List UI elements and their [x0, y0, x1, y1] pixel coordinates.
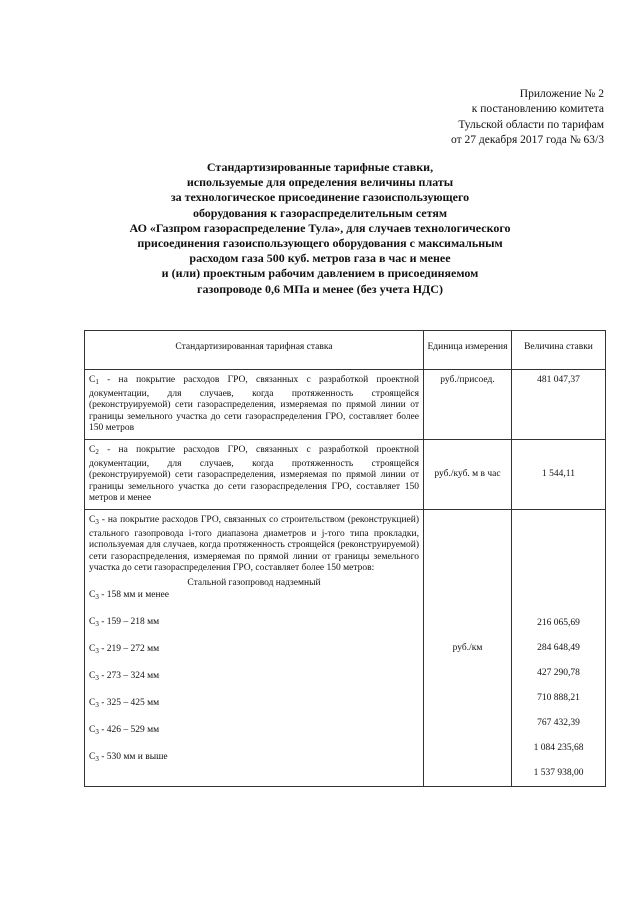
title-line: используемые для определения величины платы [186, 175, 454, 190]
rate-c2-unit: руб./куб. м в час [424, 439, 512, 509]
diameter-range [89, 751, 419, 765]
range-value: 216 065,69 [537, 617, 580, 628]
title-line: оборудования к газораспределительным сетям [192, 205, 448, 220]
range-label: - 159 – 218 мм [98, 616, 160, 627]
rate-c1-description [85, 370, 424, 440]
rate-index: 3 [95, 517, 99, 526]
rate-text: - на покрытие расходов ГРО, связанных со строительством (реконструкцией) стального газопровода i-того диапазона диаметров и j-того типа прокладки, используемая для случаев, когда протяженность строящейся (реконструируемой) сети газораспределения, измеряемая по прямой линии от границы земельного участка до сети газораспределения ГРО, составляет более 150 метров: [89, 514, 419, 574]
range-label: - 273 – 324 мм [98, 670, 160, 681]
appendix-resolution-line: к постановлению комитета [471, 103, 604, 116]
rate-index: 2 [95, 447, 99, 456]
range-symbol: С [89, 751, 96, 762]
range-index: 3 [95, 673, 99, 682]
title-line: Стандартизированные тарифные ставки, [206, 160, 434, 174]
range-value: 1 537 938,00 [533, 767, 584, 778]
range-symbol: С [89, 616, 96, 627]
range-symbol: С [89, 643, 96, 654]
range-value: 427 290,78 [537, 667, 580, 678]
document-title [100, 160, 540, 297]
rate-symbol: С [89, 375, 96, 385]
rate-symbol: С [89, 514, 96, 525]
header-unit: Единица измерения [424, 331, 512, 370]
rate-c2-value: 1 544,11 [512, 439, 606, 509]
appendix-committee-line: Тульской области по тарифам [458, 118, 604, 131]
appendix-date-line: от 27 декабря 2017 года № 63/3 [451, 134, 604, 147]
diameter-range [89, 697, 419, 711]
tariff-rates-table [84, 330, 606, 787]
range-value: 767 432,39 [537, 717, 580, 728]
diameter-range [89, 589, 419, 603]
range-label: - 530 мм и выше [98, 751, 168, 762]
appendix-reference [451, 87, 604, 149]
table-row-c3 [85, 509, 606, 786]
table-row-c1 [85, 370, 606, 440]
rate-c3-description [85, 509, 424, 786]
range-index: 3 [95, 700, 99, 709]
range-value: 284 648,49 [537, 642, 580, 653]
rate-text: - на покрытие расходов ГРО, связанных с разработкой проектной документации, для случаев, когда протяженность строящейся (реконструируемой) сети газораспределения, измеряемая по прямой линии от границы земельного участка до сети газораспределения ГРО, составляет 150 метров и менее [89, 444, 419, 504]
rate-c3-text-block [89, 515, 419, 575]
range-label: - 219 – 272 мм [98, 643, 160, 654]
header-rate: Стандартизированная тарифная ставка [85, 331, 424, 370]
range-label: - 325 – 425 мм [98, 697, 160, 708]
range-symbol: С [89, 697, 96, 708]
rate-c3-values [512, 509, 606, 786]
rate-c1-unit: руб./присоед. [424, 370, 512, 440]
title-line: газопроводе 0,6 МПа и менее (без учета НДС) [197, 281, 443, 296]
diameter-range [89, 724, 419, 738]
range-symbol: С [89, 724, 96, 735]
title-line: расходом газа 500 куб. метров газа в час и менее [189, 251, 451, 266]
range-symbol: С [89, 670, 96, 681]
pipe-type-heading: Стальной газопровод надземный [187, 577, 321, 588]
rate-symbol: С [89, 444, 96, 455]
title-line: присоединения газоиспользующего оборудования с максимальным [137, 236, 503, 251]
range-index: 3 [95, 592, 99, 601]
title-line: за технологическое присоединение газоиспользующего [170, 190, 470, 205]
title-line: и (или) проектным рабочим давлением в присоединяемом [161, 266, 479, 281]
rate-c2-description [85, 439, 424, 509]
range-label: - 426 – 529 мм [98, 724, 160, 735]
title-line: АО «Газпром газораспределение Тула», для случаев технологического [129, 220, 511, 235]
rate-text: - на покрытие расходов ГРО, связанных с разработкой проектной документации, для случаев, когда протяженность строящейся (реконструируемой) сети газораспределения, измеряемая по прямой линии от границы земельного участка до сети газораспределения ГРО, составляет более 150 метров [89, 375, 419, 434]
range-label: - 158 мм и менее [98, 589, 169, 600]
appendix-number: Приложение № 2 [519, 88, 604, 100]
range-symbol: С [89, 589, 96, 600]
range-index: 3 [95, 754, 99, 763]
rate-index: 1 [95, 378, 99, 386]
rate-c3-unit: руб./км [424, 509, 512, 786]
range-index: 3 [95, 646, 99, 655]
range-value: 1 084 235,68 [533, 742, 584, 753]
table-header-row [85, 331, 606, 370]
diameter-range [89, 616, 419, 630]
rate-c1-value: 481 047,37 [512, 370, 606, 440]
diameter-range [89, 670, 419, 684]
header-value: Величина ставки [512, 331, 606, 370]
range-index: 3 [95, 727, 99, 736]
table-row-c2 [85, 439, 606, 509]
range-value: 710 888,21 [537, 692, 580, 703]
diameter-range [89, 643, 419, 657]
range-index: 3 [95, 619, 99, 628]
